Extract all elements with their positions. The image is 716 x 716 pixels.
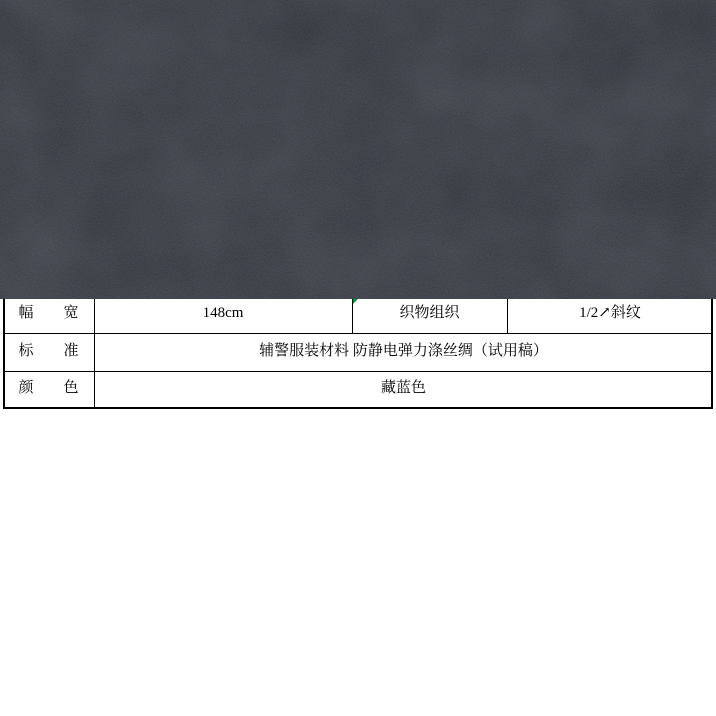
fabric-swatch-image [0,0,716,299]
weave-label: 织物组织 [399,305,460,322]
color-label: 颜 色 [18,380,79,397]
width-label: 幅 宽 [18,305,79,322]
standard-label: 标 准 [18,343,79,360]
table-border [3,407,713,409]
standard-value: 辅警服装材料 防静电弹力涤丝绸（试用稿） [259,343,548,360]
color-value: 藏蓝色 [380,380,426,397]
width-value: 148cm [202,305,244,322]
weave-value: 1/2↗斜纹 [579,305,641,322]
